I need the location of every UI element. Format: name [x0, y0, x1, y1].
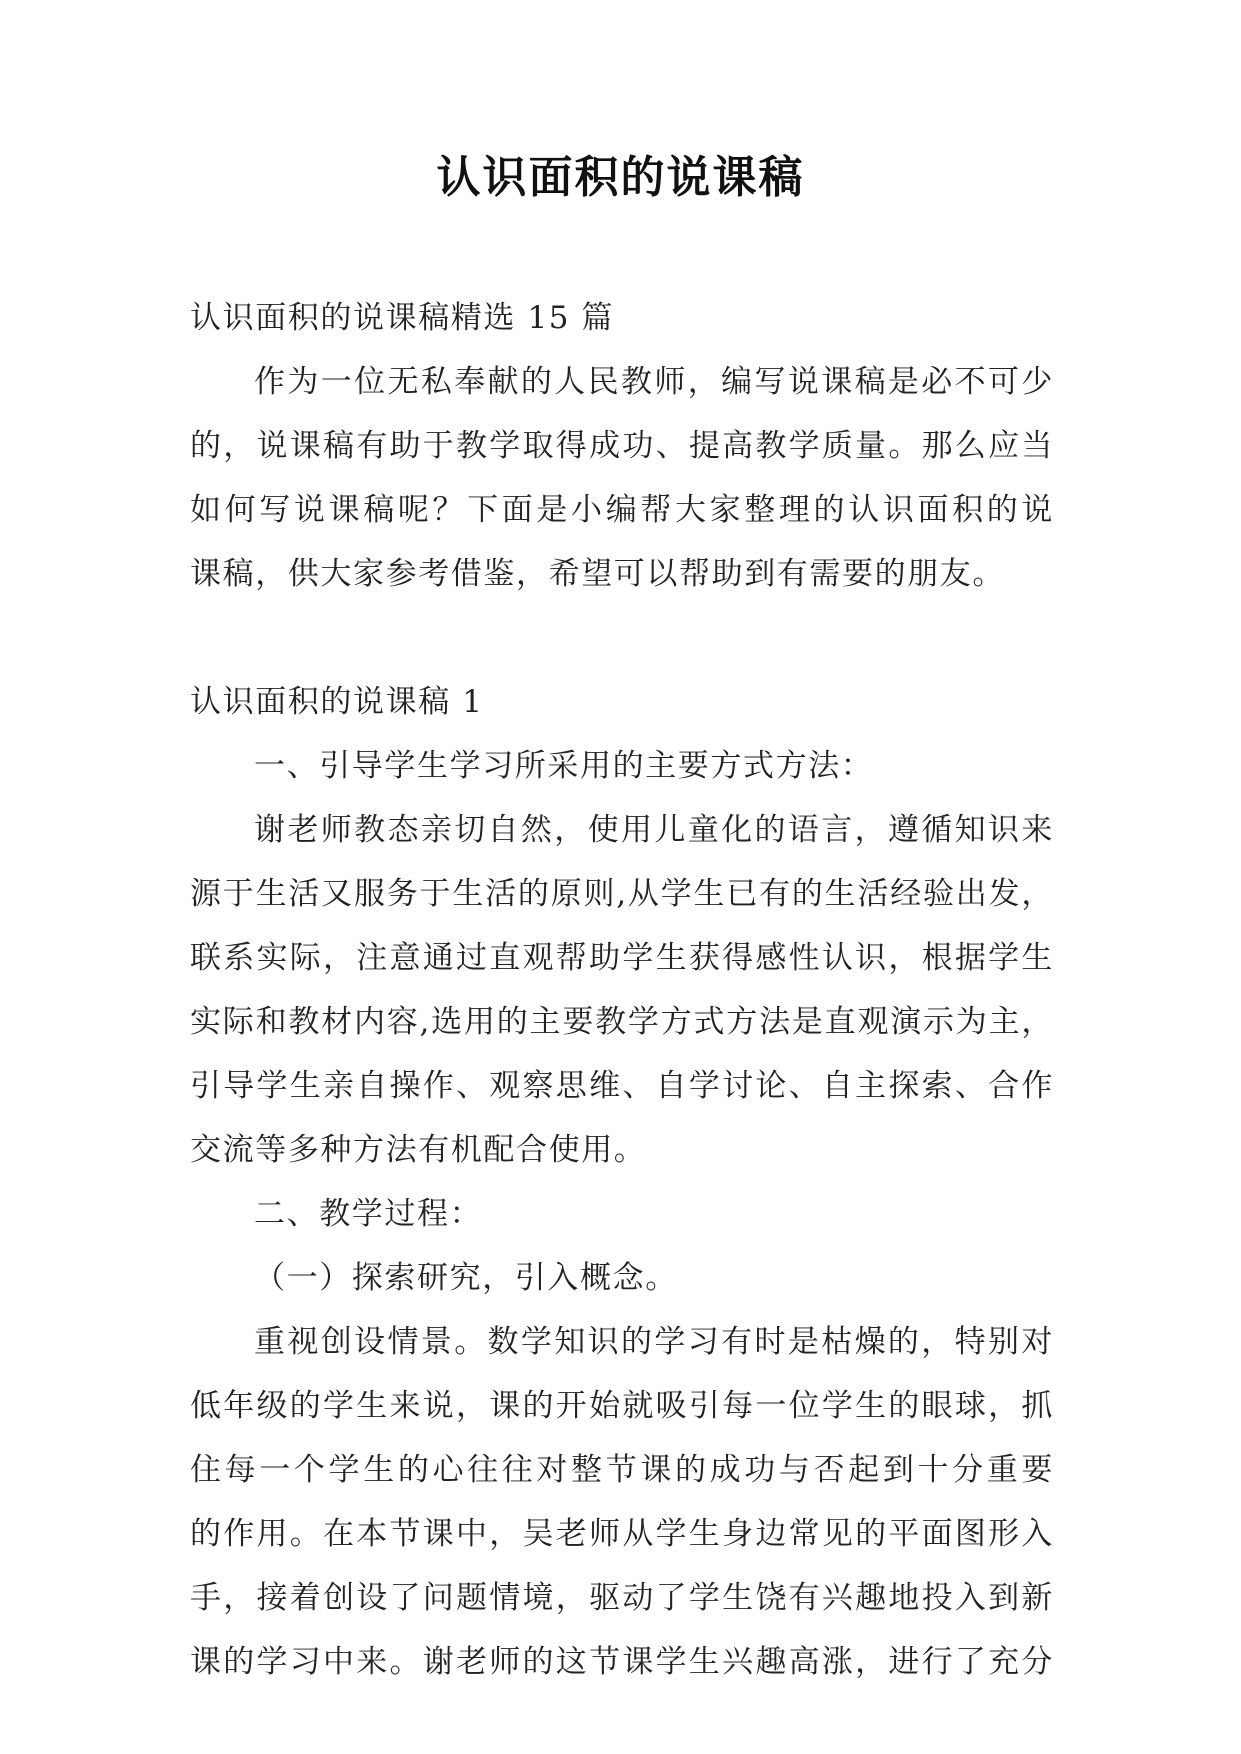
paragraph-line: 作为一位无私奉献的人民教师，编写说课稿是必不可少 — [254, 364, 1054, 400]
paragraph-line: 的，说课稿有助于教学取得成功、提高教学质量。那么应当 — [190, 428, 1054, 464]
paragraph-line: 的作用。在本节课中，吴老师从学生身边常见的平面图形入 — [190, 1516, 1054, 1552]
paragraph-line: 重视创设情景。数学知识的学习有时是枯燥的，特别对 — [254, 1324, 1054, 1360]
section-heading: 认识面积的说课稿 1 — [190, 684, 484, 720]
paragraph-line: 住每一个学生的心往往对整节课的成功与否起到十分重要 — [190, 1452, 1054, 1488]
scenario-paragraph — [190, 1310, 1054, 1694]
paragraph-line: 低年级的学生来说，课的开始就吸引每一位学生的眼球，抓 — [190, 1388, 1054, 1424]
paragraph-line: 谢老师教态亲切自然，使用儿童化的语言，遵循知识来 — [254, 812, 1054, 848]
subheading-explore: （一）探索研究，引入概念。 — [254, 1260, 678, 1296]
paragraph-line: 交流等多种方法有机配合使用。 — [190, 1132, 647, 1168]
paragraph-line: 课的学习中来。谢老师的这节课学生兴趣高涨，进行了充分 — [190, 1644, 1054, 1680]
document-body — [190, 286, 1054, 1694]
paragraph-line: 联系实际，注意通过直观帮助学生获得感性认识，根据学生 — [190, 940, 1054, 976]
document-title: 认识面积的说课稿 — [436, 152, 805, 203]
intro-heading: 认识面积的说课稿精选 15 篇 — [190, 300, 615, 336]
paragraph-line: 如何写说课稿呢？下面是小编帮大家整理的认识面积的说 — [190, 492, 1054, 528]
paragraph-line: 课稿，供大家参考借鉴，希望可以帮助到有需要的朋友。 — [190, 556, 1005, 592]
paragraph-line: 源于生活又服务于生活的原则,从学生已有的生活经验出发， — [190, 876, 1054, 912]
section-spacer — [190, 606, 1054, 670]
methods-paragraph — [190, 798, 1054, 1182]
paragraph-line: 引导学生亲自操作、观察思维、自学讨论、自主探索、合作 — [190, 1068, 1054, 1104]
paragraph-line: 手，接着创设了问题情境，驱动了学生饶有兴趣地投入到新 — [190, 1580, 1054, 1616]
subheading-process: 二、教学过程： — [254, 1196, 483, 1232]
subheading-methods: 一、引导学生学习所采用的主要方式方法： — [254, 748, 874, 784]
intro-paragraph — [190, 350, 1054, 606]
paragraph-line: 实际和教材内容,选用的主要教学方式方法是直观演示为主， — [190, 1004, 1054, 1040]
